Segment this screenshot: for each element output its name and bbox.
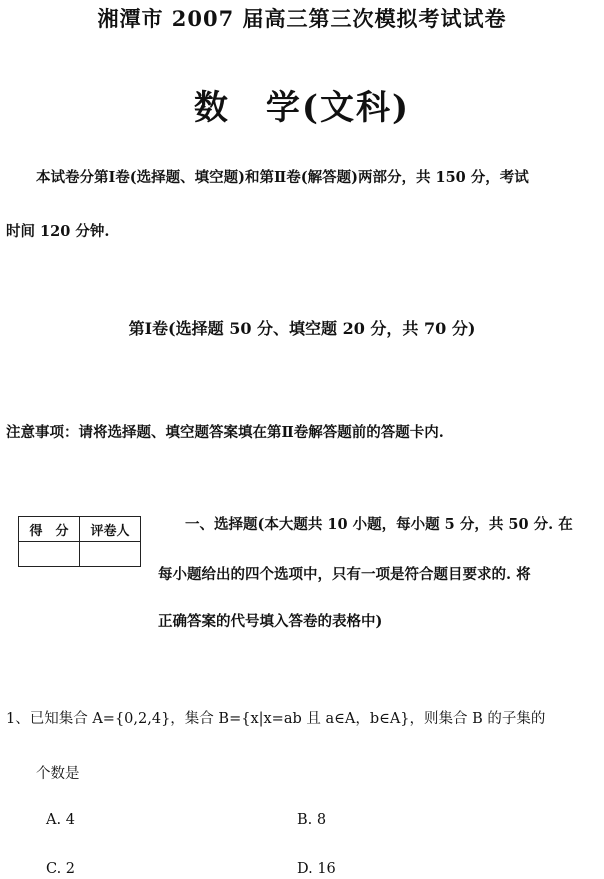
option-c: C. 2 xyxy=(46,861,76,877)
part1-line-1: 一、选择题(本大题共 10 小题，每小题 5 分，共 50 分. 在 xyxy=(185,516,573,533)
grader-label: 评卷人 xyxy=(80,517,141,542)
option-a: A. 4 xyxy=(46,812,75,828)
grader-cell xyxy=(80,542,141,567)
intro-line-1: 本试卷分第Ⅰ卷(选择题、填空题)和第Ⅱ卷(解答题)两部分，共 150 分，考试 xyxy=(36,169,529,186)
intro-line-2: 时间 120 分钟. xyxy=(6,223,110,240)
score-label: 得 分 xyxy=(19,517,80,542)
exam-title: 湘潭市 2007 届高三第三次模拟考试试卷 xyxy=(97,6,507,31)
question-1-stem: 1、已知集合 A={0,2,4}，集合 B={x|x=ab 且 a∈A，b∈A}，则集合 B 的子集的 xyxy=(6,711,546,727)
notice-text: 注意事项：请将选择题、填空题答案填在第Ⅱ卷解答题前的答题卡内. xyxy=(6,424,444,441)
subject-title: 数 学(文科) xyxy=(193,88,411,128)
part1-line-2: 每小题给出的四个选项中，只有一项是符合题目要求的. 将 xyxy=(158,566,531,583)
option-b: B. 8 xyxy=(297,812,327,828)
part1-line-3: 正确答案的代号填入答卷的表格中) xyxy=(158,613,383,630)
score-cell xyxy=(19,542,80,567)
question-1-stem-cont: 个数是 xyxy=(36,766,80,782)
section-heading: 第Ⅰ卷(选择题 50 分、填空题 20 分，共 70 分) xyxy=(128,319,476,338)
score-box xyxy=(18,516,141,567)
option-d: D. 16 xyxy=(297,861,336,877)
